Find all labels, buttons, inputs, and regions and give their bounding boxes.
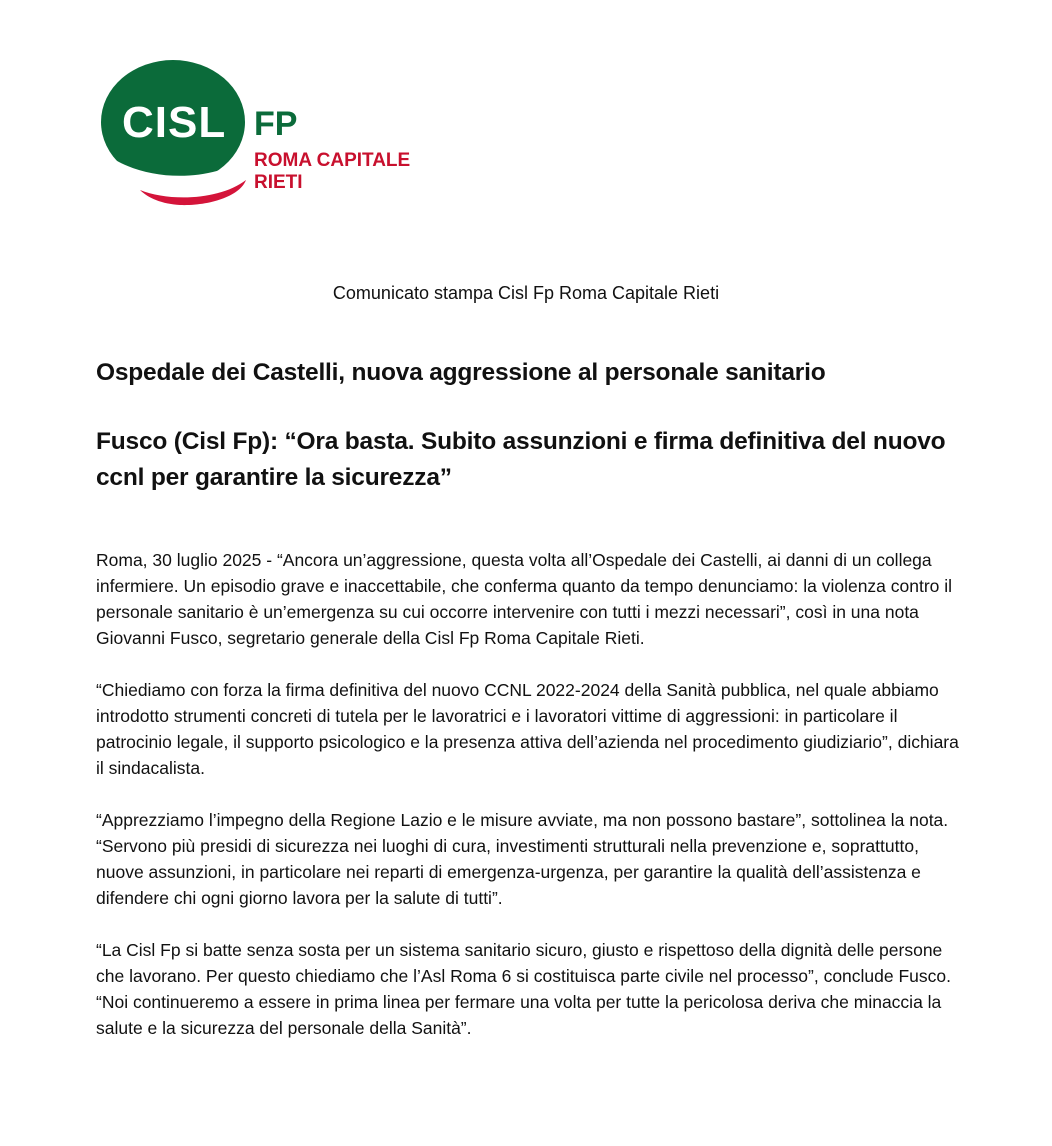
body-paragraph: Roma, 30 luglio 2025 - “Ancora un’aggressione, questa volta all’Ospedale dei Castelli, ai danni di un collega infermiere. Un episodio grave e inaccettabile, che conferma quanto da tempo denunciamo: la violenza contro il personale sanitario è un’emergenza su cui occorre intervenire con tutti i mezzi necessari”, così in una nota Giovanni Fusco, segretario generale della Cisl Fp Roma Capitale Rieti. <box>96 550 953 648</box>
logo-roma-capitale-text: ROMA CAPITALE <box>254 150 411 171</box>
body-paragraph: “Chiediamo con forza la firma definitiva del nuovo CCNL 2022-2024 della Sanità pubblica, nel quale abbiamo introdotto strumenti concreti di tutela per le lavoratrici e i lavoratori vittime di aggressioni: in particolare il patrocinio legale, il supporto psicologico e la presenza attiva dell’azienda nel procedimento giudiziario”, dichiara il sindacalista. <box>96 680 959 778</box>
logo-rieti-text: RIETI <box>254 172 303 193</box>
press-release-label: Comunicato stampa Cisl Fp Roma Capitale Rieti <box>332 283 720 303</box>
press-release-body <box>96 547 966 1067</box>
subheadline: Fusco (Cisl Fp): “Ora basta. Subito assunzioni e firma definitiva del nuovo ccnl per garantire la sicurezza” <box>96 428 946 491</box>
headline: Ospedale dei Castelli, nuova aggressione al personale sanitario <box>96 359 826 386</box>
logo-cisl-text: CISL <box>122 98 227 147</box>
body-paragraph: “Apprezziamo l’impegno della Regione Lazio e le misure avviate, ma non possono bastare”, sottolinea la nota. “Servono più presidi di sicurezza nei luoghi di cura, investimenti strutturali nella prevenzione e, soprattutto, nuove assunzioni, in particolare nei reparti di emergenza-urgenza, per garantire la qualità dell’assistenza e difendere chi ogni giorno lavora per la salute di tutti”. <box>96 810 949 908</box>
logo-fp-text: FP <box>254 105 298 143</box>
logo-graphic <box>100 60 440 210</box>
cisl-fp-logo <box>100 60 440 210</box>
body-paragraph: “La Cisl Fp si batte senza sosta per un sistema sanitario sicuro, giusto e rispettoso della dignità delle persone che lavorano. Per questo chiediamo che l’Asl Roma 6 si costituisca parte civile nel processo”, conclude Fusco. “Noi continueremo a essere in prima linea per fermare una volta per tutte la pericolosa deriva che minaccia la salute e la sicurezza del personale della Sanità”. <box>96 940 951 1038</box>
